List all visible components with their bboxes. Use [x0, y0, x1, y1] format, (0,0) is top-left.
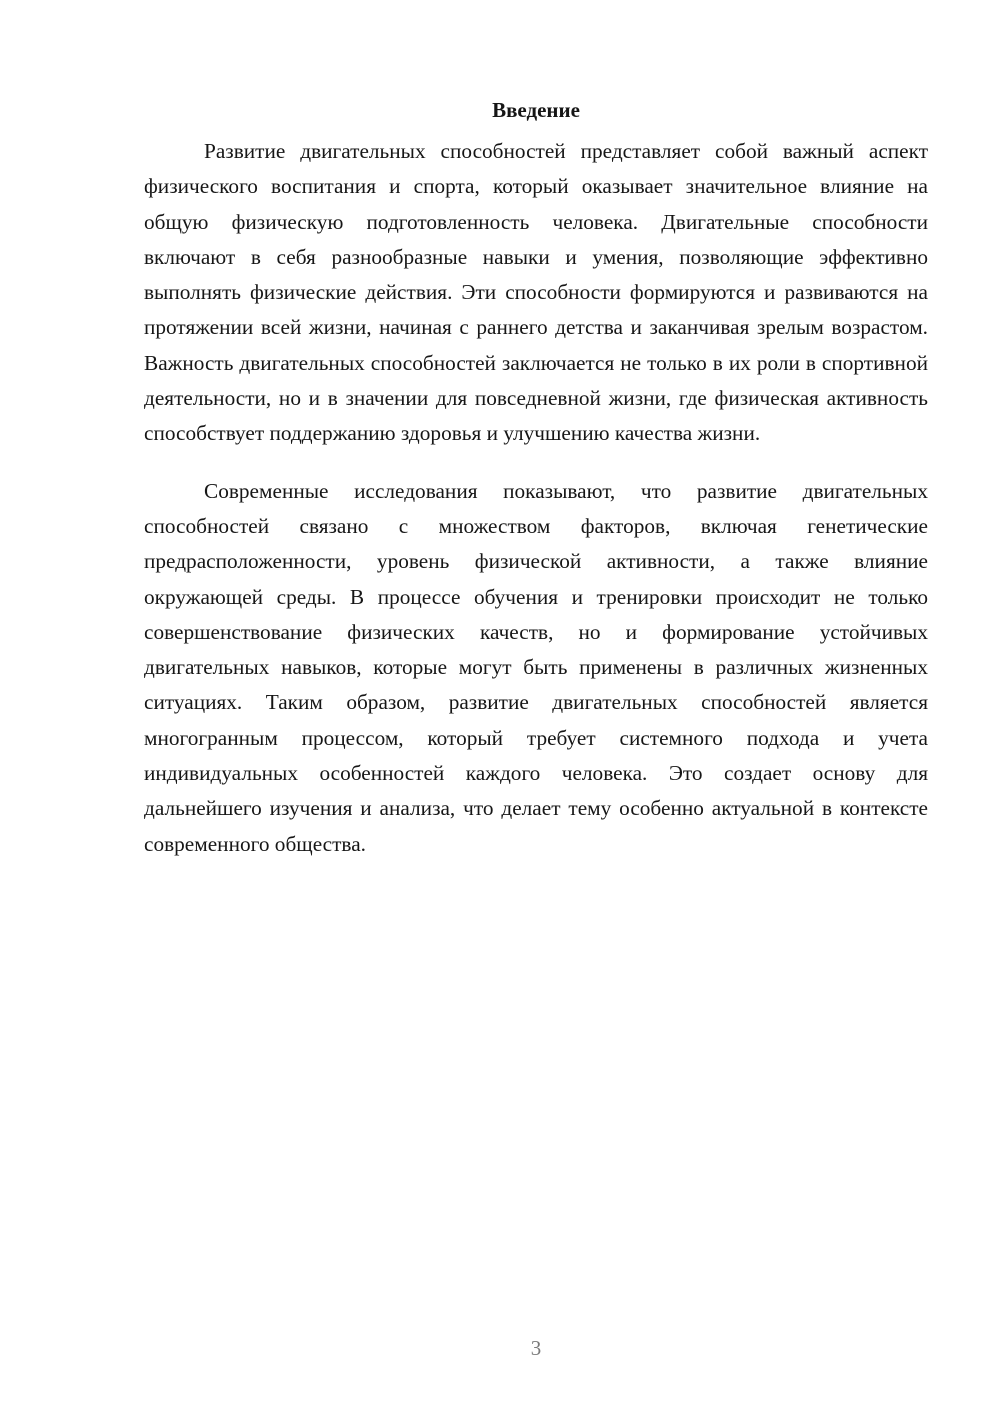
section-heading: Введение — [492, 98, 580, 122]
paragraph-1: Развитие двигательных способностей представляет собой важный аспект физического воспитания и спорта, который оказывает значительное влияние на общую физическую подготовленность человека. Двигательные способности включают в себя разнообразные навыки и умения, позволяющие эффективно выполнять физические действия. Эти способности формируются и развиваются на протяжении всей жизни, начиная с раннего детства и заканчивая зрелым возрастом. Важность двигательных способностей заключается не только в их роли в спортивной деятельности, но и в значении для повседневной жизни, где физическая активность способствует поддержанию здоровья и улучшению качества жизни. — [144, 139, 928, 446]
page-number: 3 — [530, 1336, 542, 1360]
page-content — [144, 96, 928, 862]
paragraph-2: Современные исследования показывают, что развитие двигательных способностей связано с множеством факторов, включая генетические предрасположенности, уровень физической активности, а также влияние окружающей среды. В процессе обучения и тренировки происходит не только совершенствование физических качеств, но и формирование устойчивых двигательных навыков, которые могут быть применены в различных жизненных ситуациях. Таким образом, развитие двигательных способностей является многогранным процессом, который требует системного подхода и учета индивидуальных особенностей каждого человека. Это создает основу для дальнейшего изучения и анализа, что делает тему особенно актуальной в контексте современного общества. — [144, 478, 928, 856]
